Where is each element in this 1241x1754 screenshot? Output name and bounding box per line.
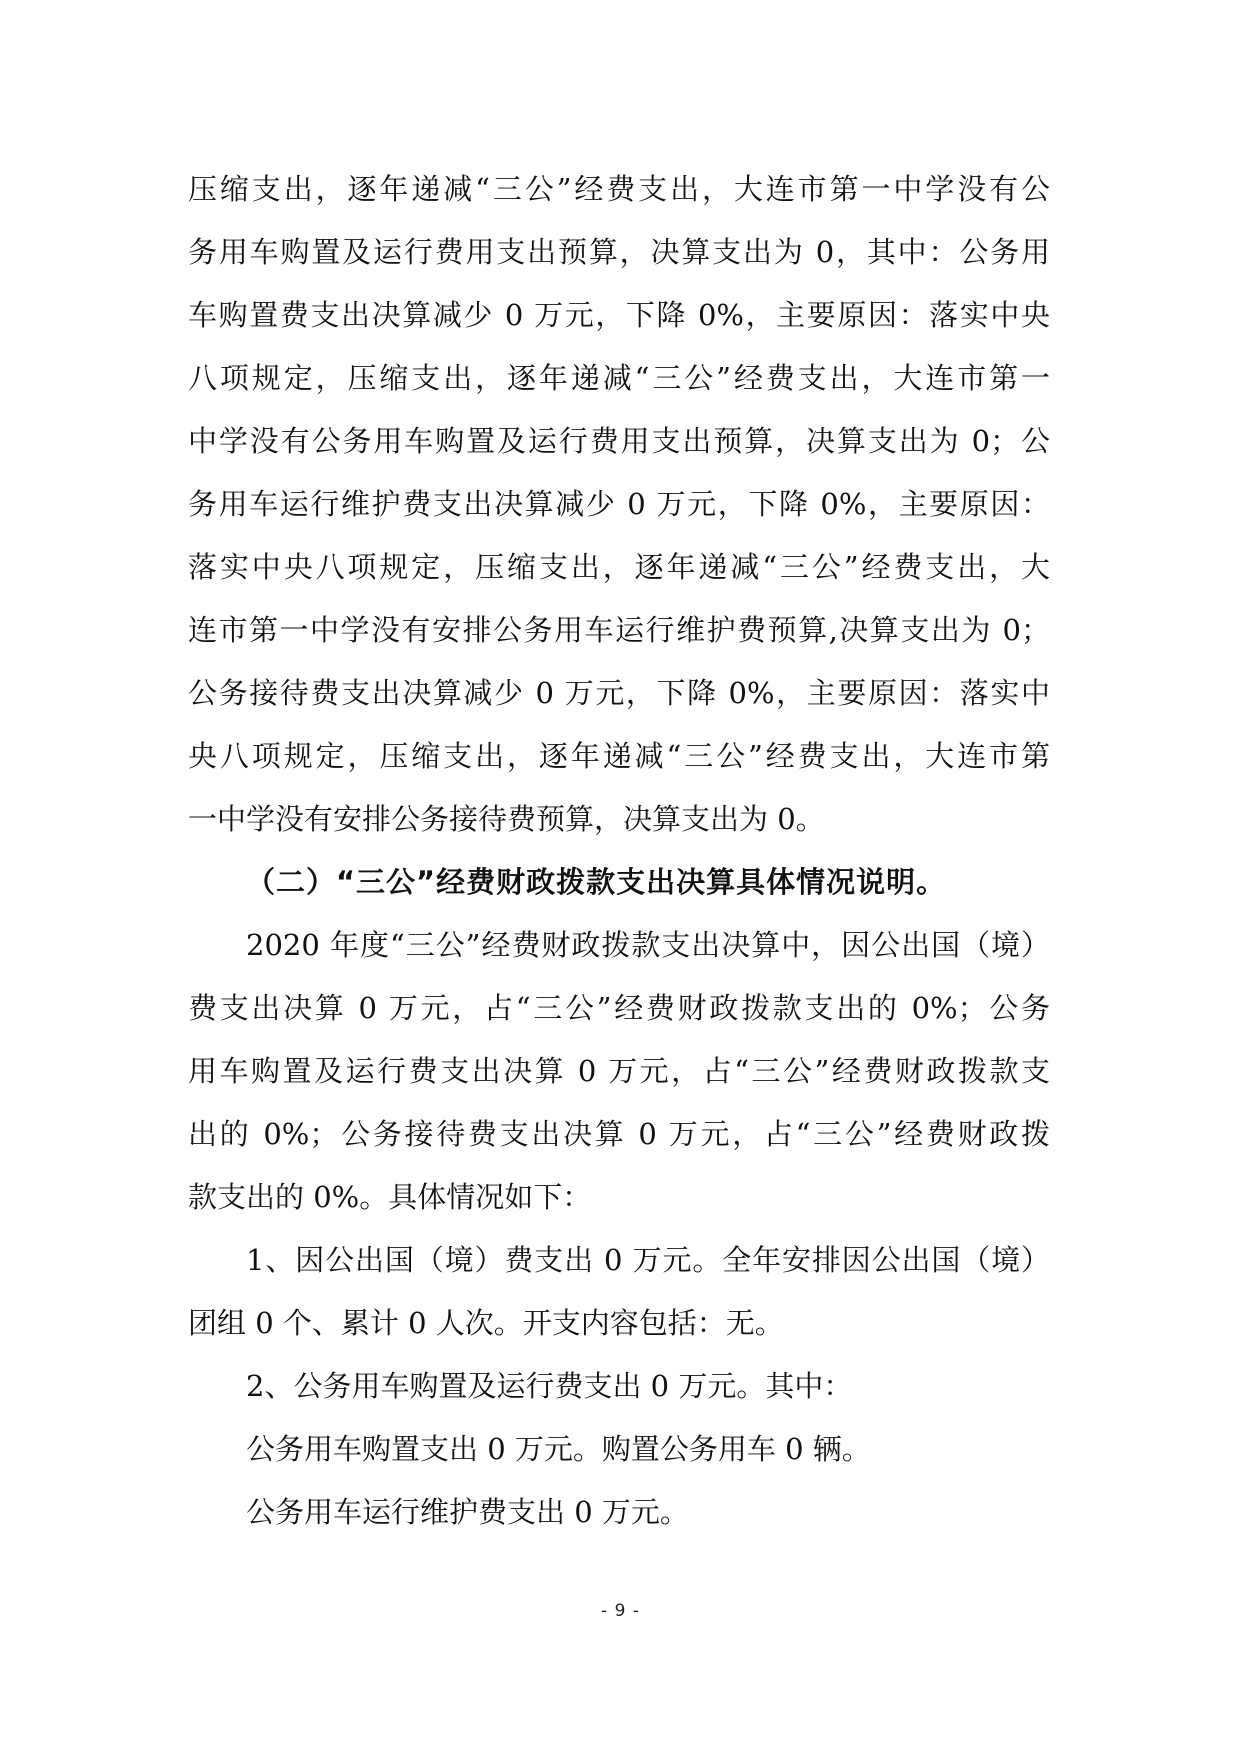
section-heading: （二）“三公”经费财政拨款支出决算具体情况说明。 [246, 865, 947, 899]
paragraph-line: 落实中央八项规定，压缩支出，逐年递减“三公”经费支出，大 [188, 550, 1050, 584]
paragraph-line: 务用车运行维护费支出决算减少 0 万元，下降 0%，主要原因： [188, 487, 1050, 521]
list-item-line: 1、因公出国（境）费支出 0 万元。全年安排因公出国（境） [246, 1243, 1050, 1277]
paragraph-line: 务用车购置及运行费用支出预算，决算支出为 0，其中：公务用 [188, 235, 1050, 269]
paragraph-line: 八项规定，压缩支出，逐年递减“三公”经费支出，大连市第一 [188, 361, 1050, 395]
paragraph-line: 2020 年度“三公”经费财政拨款支出决算中，因公出国（境） [246, 928, 1050, 962]
paragraph-line: 公务用车购置支出 0 万元。购置公务用车 0 辆。 [246, 1432, 871, 1466]
paragraph-line: 中学没有公务用车购置及运行费用支出预算，决算支出为 0；公 [188, 424, 1050, 458]
paragraph-line: 连市第一中学没有安排公务用车运行维护费预算,决算支出为 0； [188, 613, 1050, 647]
paragraph-line: 央八项规定，压缩支出，逐年递减“三公”经费支出，大连市第 [188, 739, 1050, 773]
paragraph-line: 一中学没有安排公务接待费预算，决算支出为 0。 [188, 802, 825, 836]
body-text [188, 158, 1050, 1544]
paragraph-line: 公务用车运行维护费支出 0 万元。 [246, 1495, 689, 1529]
paragraph-line: 车购置费支出决算减少 0 万元，下降 0%，主要原因：落实中央 [188, 298, 1050, 332]
paragraph-line: 压缩支出，逐年递减“三公”经费支出，大连市第一中学没有公 [188, 172, 1050, 206]
paragraph-line: 费支出决算 0 万元，占“三公”经费财政拨款支出的 0%；公务 [188, 991, 1050, 1025]
paragraph-line: 公务接待费支出决算减少 0 万元，下降 0%，主要原因：落实中 [188, 676, 1050, 710]
paragraph-line: 款支出的 0%。具体情况如下： [188, 1180, 592, 1214]
paragraph-line: 出的 0%；公务接待费支出决算 0 万元，占“三公”经费财政拨 [188, 1117, 1050, 1151]
page-number: - 9 - [601, 1601, 640, 1621]
list-item-line: 团组 0 个、累计 0 人次。开支内容包括：无。 [188, 1306, 784, 1340]
paragraph-line: 用车购置及运行费支出决算 0 万元，占“三公”经费财政拨款支 [188, 1054, 1050, 1088]
list-item-line: 2、公务用车购置及运行费支出 0 万元。其中： [246, 1369, 853, 1403]
